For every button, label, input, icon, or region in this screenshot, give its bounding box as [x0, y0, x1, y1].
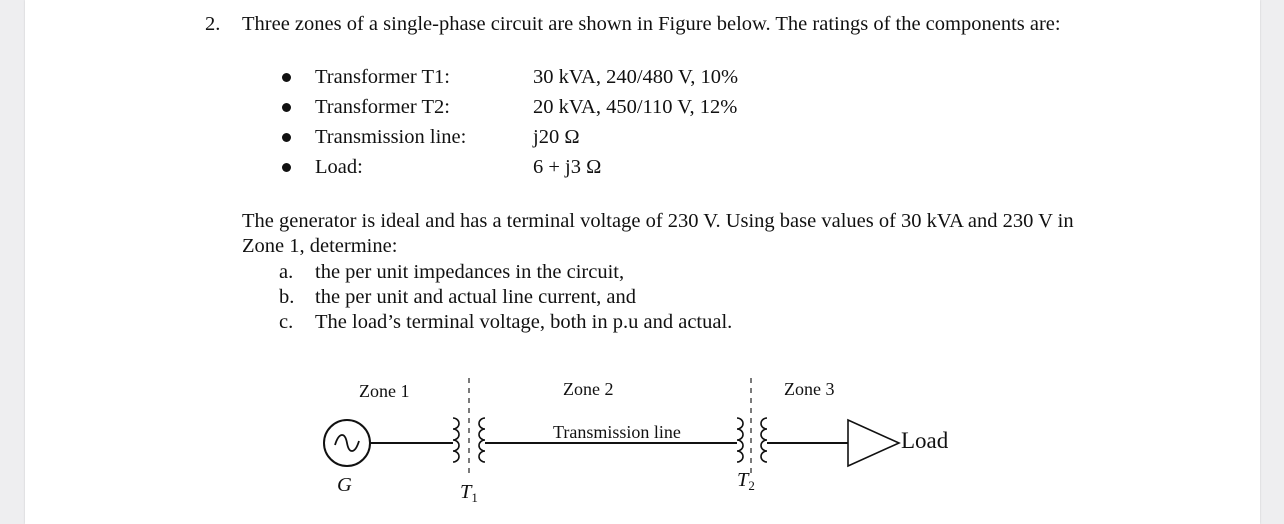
task-text: The load’s terminal voltage, both in p.u and actual. [315, 311, 733, 333]
component-name: Load: [315, 156, 363, 178]
task-letter: c. [279, 311, 294, 333]
component-name: Transformer T2: [315, 96, 450, 118]
paragraph-line-1: The generator is ideal and has a terminal voltage of 230 V. Using base values of 30 kVA and 230 V in [242, 210, 1074, 232]
task-letter: a. [279, 261, 294, 283]
zone-2-label: Zone 2 [563, 379, 614, 399]
document-page [25, 0, 1260, 524]
transformer-t2-icon [737, 418, 767, 462]
component-value: 6 + j3 Ω [533, 156, 602, 178]
component-value: 30 kVA, 240/480 V, 10% [533, 66, 739, 88]
load-label: Load [901, 428, 949, 453]
paragraph-line-2: Zone 1, determine: [242, 235, 398, 257]
component-name: Transmission line: [315, 126, 467, 148]
question-number: 2. [205, 13, 221, 35]
zone-1-label: Zone 1 [359, 381, 410, 401]
task-letter: b. [279, 286, 295, 308]
task-text: the per unit and actual line current, and [315, 286, 637, 308]
question-intro: Three zones of a single-phase circuit are shown in Figure below. The ratings of the components are: [242, 13, 1061, 35]
transformer-t1-label: $T_1$ [460, 481, 478, 505]
task-text: the per unit impedances in the circuit, [315, 261, 625, 283]
load-icon [848, 420, 899, 466]
component-value: 20 kVA, 450/110 V, 12% [533, 96, 738, 118]
sine-wave-icon [335, 435, 359, 451]
transmission-line-label: Transmission line [553, 422, 681, 442]
circuit-drawing [25, 0, 1260, 524]
component-name: Transformer T1: [315, 66, 450, 88]
generator-label: G [337, 474, 352, 496]
zone-3-label: Zone 3 [784, 379, 835, 399]
component-value: j20 Ω [533, 126, 580, 148]
transformer-t2-label: $T_2$ [737, 469, 755, 493]
